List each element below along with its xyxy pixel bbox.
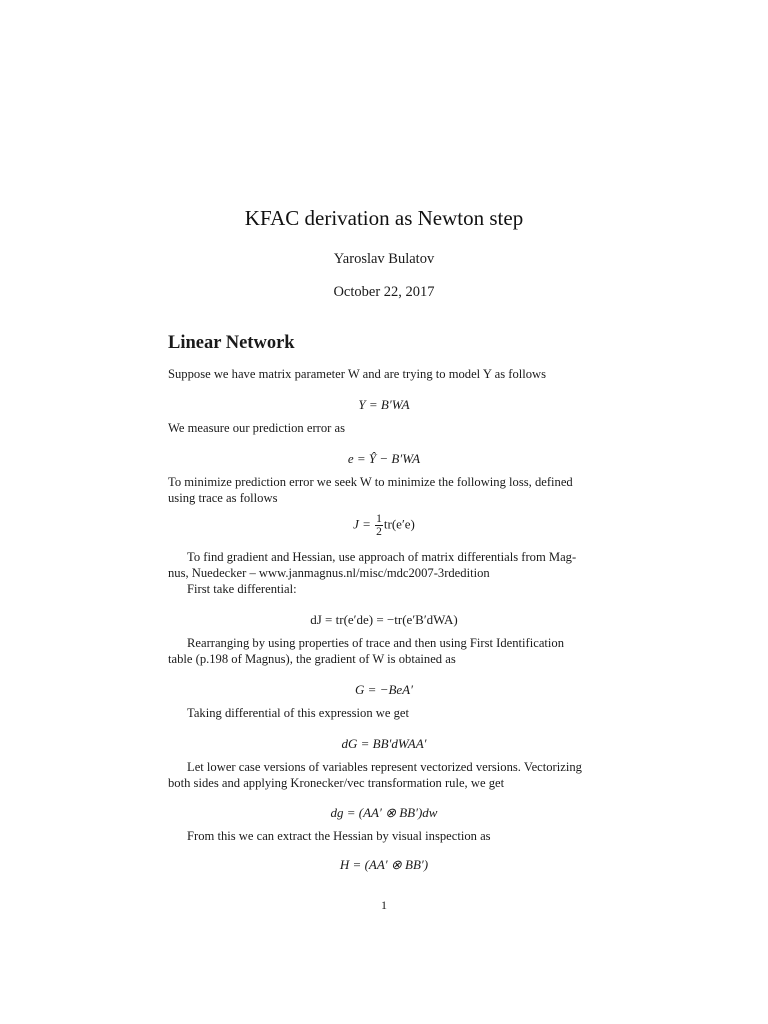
equation: G = −BeA′ [355,682,413,697]
paper-author: Yaroslav Bulatov [333,251,435,267]
paragraph-line: Rearranging by using properties of trace and then using First Identification [187,636,565,650]
paper-date: October 22, 2017 [333,284,435,300]
section-heading: Linear Network [168,333,295,353]
paragraph [168,635,600,667]
paragraph [168,549,600,581]
paragraph: Suppose we have matrix parameter W and are trying to model Y as follows [168,367,547,381]
equation: dG = BB′dWAA′ [341,736,427,751]
equation: dg = (AA′ ⊗ BB′)dw [330,805,438,820]
paragraph-line: nus, Nuedecker – www.janmagnus.nl/misc/mdc2007-3rdedition [168,566,490,580]
paragraph-line: To minimize prediction error we seek W to minimize the following loss, defined [168,475,573,489]
equation-rhs: tr(e′e) [383,516,415,532]
paragraph [168,474,600,506]
paper-title: KFAC derivation as Newton step [244,206,524,230]
paragraph: First take differential: [187,582,297,596]
fraction [375,513,383,538]
paragraph-line: both sides and applying Kronecker/vec transformation rule, we get [168,776,505,790]
paragraph: We measure our prediction error as [168,421,345,435]
fraction-denominator: 2 [376,526,382,538]
paragraph [168,759,600,791]
page-number: 1 [381,898,387,912]
paragraph: Taking differential of this expression we get [187,706,410,720]
equation: e = Ŷ − B′WA [347,451,421,466]
paragraph-line: To find gradient and Hessian, use approach of matrix differentials from Mag- [187,550,577,564]
fraction-numerator: 1 [376,513,382,525]
paragraph-line: using trace as follows [168,491,278,505]
paragraph-line: table (p.198 of Magnus), the gradient of W is obtained as [168,652,456,666]
equation-lhs: J = [353,516,375,532]
equation: H = (AA′ ⊗ BB′) [339,857,429,872]
equation: dJ = tr(e′de) = −tr(e′B′dWA) [310,612,458,627]
paragraph: From this we can extract the Hessian by visual inspection as [187,829,491,843]
equation [0,513,768,538]
equation: Y = B′WA [358,397,410,412]
paragraph-line: Let lower case versions of variables represent vectorized versions. Vectorizing [187,760,582,774]
